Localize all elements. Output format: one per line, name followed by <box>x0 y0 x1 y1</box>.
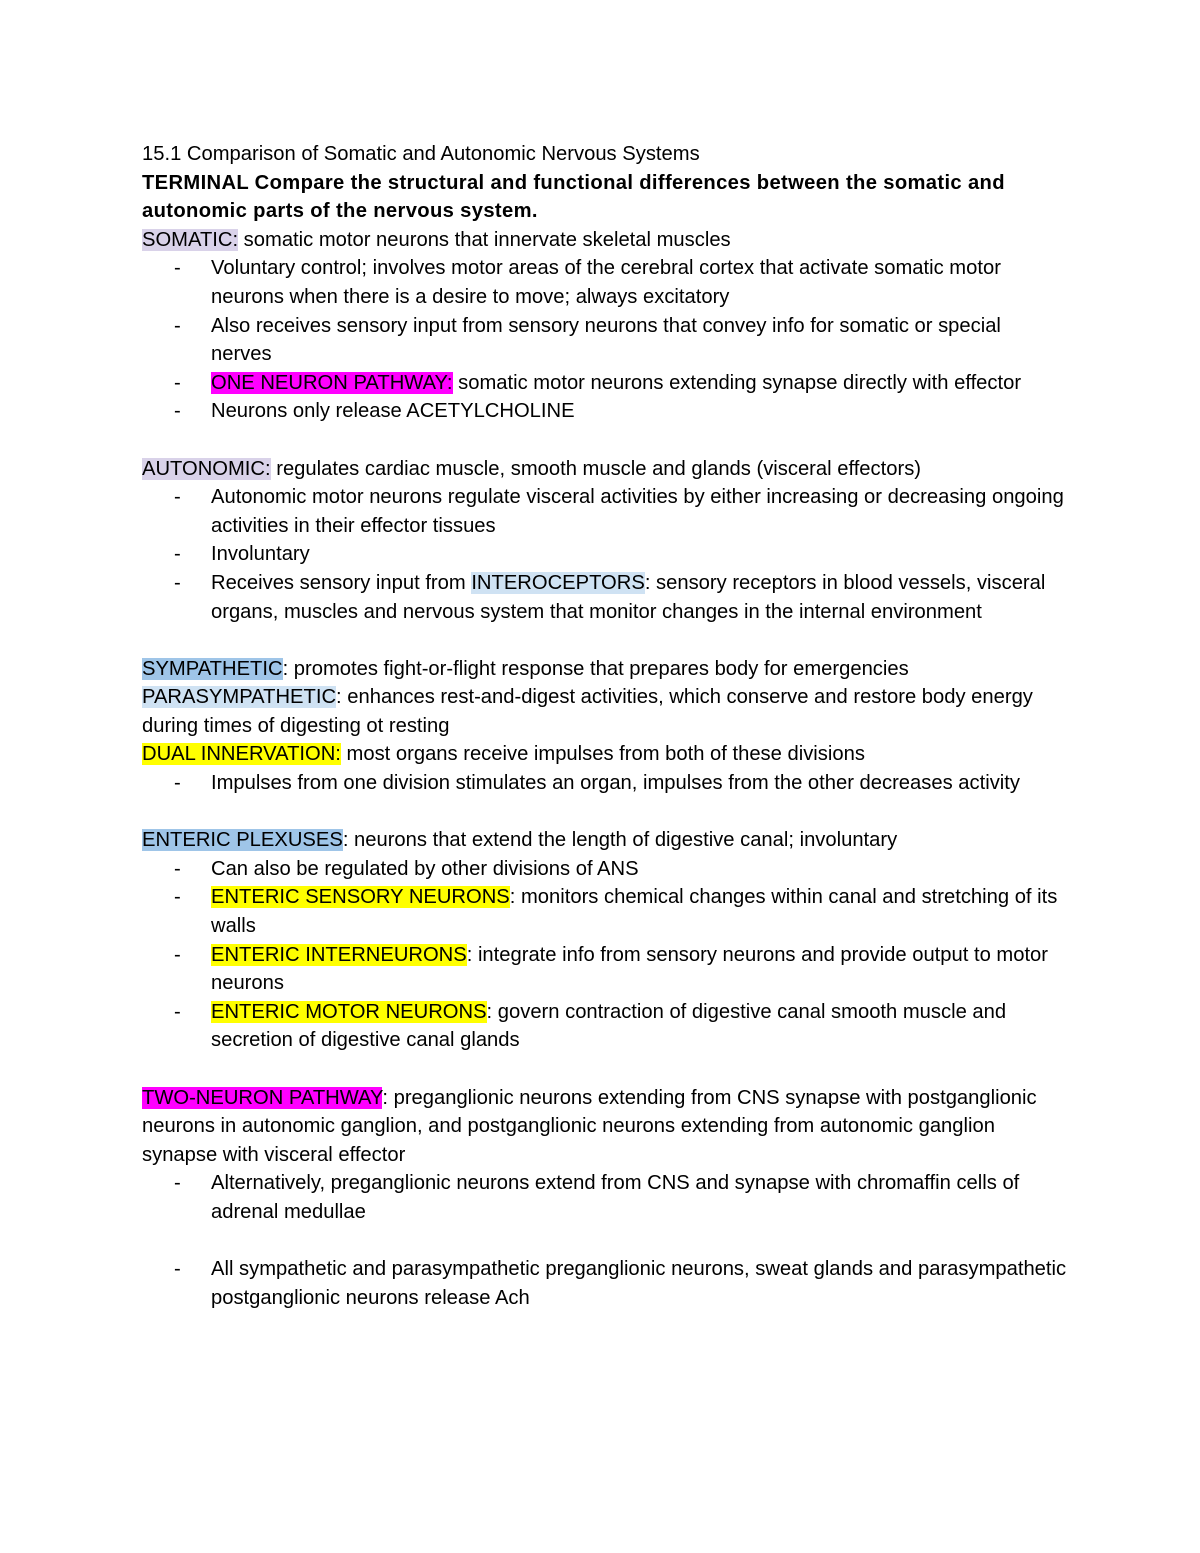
enteric-bullet-list <box>142 855 1067 1055</box>
somatic-desc: somatic motor neurons that innervate skeletal muscles <box>238 228 731 251</box>
dual-innervation-definition <box>142 740 1067 769</box>
interoceptors-pre: Receives sensory input from <box>211 571 472 594</box>
list-item: - Alternatively, preganglionic neurons extend from CNS and synapse with chromaffin cells of adrenal medullae <box>142 1169 1067 1226</box>
autonomic-bullet-list <box>142 483 1067 626</box>
autonomic-term: AUTONOMIC: <box>142 457 271 480</box>
enteric-sensory-term: ENTERIC SENSORY NEURONS <box>211 886 510 909</box>
one-neuron-desc: somatic motor neurons extending synapse directly with effector <box>452 371 1022 394</box>
somatic-definition <box>142 226 1067 255</box>
autonomic-definition <box>142 455 1067 484</box>
enteric-inter-desc: : integrate info from sensory neurons and provide output to motor neurons <box>211 943 1049 995</box>
list-item: - Also receives sensory input from sensory neurons that convey info for somatic or special nerves <box>142 312 1067 369</box>
two-neuron-bullet-list-2 <box>142 1255 1067 1312</box>
interoceptors-term: INTEROCEPTORS <box>471 571 645 594</box>
parasympathetic-desc: : enhances rest-and-digest activities, which conserve and restore body energy during times of digesting ot resting <box>142 686 1033 737</box>
one-neuron-term: ONE NEURON PATHWAY: <box>211 371 453 394</box>
sympathetic-term: SYMPATHETIC <box>142 657 283 680</box>
somatic-bullet-list <box>142 254 1067 426</box>
somatic-term: SOMATIC: <box>142 228 239 251</box>
enteric-term: ENTERIC PLEXUSES <box>142 829 343 852</box>
dual-innervation-desc: most organs receive impulses from both of these divisions <box>340 743 865 766</box>
list-item <box>142 941 1067 998</box>
enteric-inter-term: ENTERIC INTERNEURONS <box>211 943 467 966</box>
dual-innervation-bullet-list <box>142 769 1067 798</box>
enteric-definition <box>142 826 1067 855</box>
paragraph-gap <box>142 1055 1067 1084</box>
interoceptors-desc: : sensory receptors in blood vessels, visceral organs, muscles and nervous system that monitor changes in the internal environment <box>211 571 1046 623</box>
enteric-desc: : neurons that extend the length of digestive canal; involuntary <box>342 829 898 852</box>
paragraph-gap <box>142 798 1067 827</box>
sympathetic-definition <box>142 655 1067 684</box>
two-neuron-definition <box>142 1084 1067 1170</box>
list-item <box>142 369 1067 398</box>
two-neuron-bullet-list <box>142 1169 1067 1226</box>
paragraph-gap <box>142 426 1067 455</box>
list-item: - Impulses from one division stimulates an organ, impulses from the other decreases activity <box>142 769 1067 798</box>
parasympathetic-definition <box>142 683 1067 740</box>
parasympathetic-term: PARASYMPATHETIC <box>142 686 337 709</box>
paragraph-gap <box>142 626 1067 655</box>
enteric-motor-desc: : govern contraction of digestive canal smooth muscle and secretion of digestive canal glands <box>211 1000 1007 1052</box>
section-title: 15.1 Comparison of Somatic and Autonomic Nervous Systems <box>142 143 700 165</box>
document-body <box>142 140 1067 1312</box>
list-item: - Autonomic motor neurons regulate visceral activities by either increasing or decreasing ongoing activities in their effector tissues <box>142 483 1067 540</box>
dual-innervation-term: DUAL INNERVATION: <box>142 743 341 766</box>
learning-objective: TERMINAL Compare the structural and functional differences between the somatic and autonomic parts of the nervous system. <box>142 171 1005 223</box>
autonomic-desc: regulates cardiac muscle, smooth muscle and glands (visceral effectors) <box>270 457 922 480</box>
list-item: - Neurons only release ACETYLCHOLINE <box>142 397 1067 426</box>
two-neuron-desc: : preganglionic neurons extending from CNS synapse with postganglionic neurons in autonomic ganglion, and postganglionic neurons extending from autonomic ganglion synapse with visceral effector <box>142 1086 1037 1166</box>
sympathetic-desc: : promotes fight-or-flight response that prepares body for emergencies <box>282 657 909 680</box>
list-item <box>142 569 1067 626</box>
list-item: - Voluntary control; involves motor areas of the cerebral cortex that activate somatic motor neurons when there is a desire to move; always excitatory <box>142 254 1067 311</box>
list-item <box>142 998 1067 1055</box>
list-item: - Involuntary <box>142 540 1067 569</box>
list-item: - Can also be regulated by other divisions of ANS <box>142 855 1067 884</box>
enteric-sensory-desc: : monitors chemical changes within canal and stretching of its walls <box>211 886 1058 938</box>
two-neuron-term: TWO-NEURON PATHWAY <box>142 1086 383 1109</box>
paragraph-gap <box>142 1227 1067 1256</box>
list-item <box>142 883 1067 940</box>
enteric-motor-term: ENTERIC MOTOR NEURONS <box>211 1000 487 1023</box>
list-item: - All sympathetic and parasympathetic preganglionic neurons, sweat glands and parasympathetic postganglionic neurons release Ach <box>142 1255 1067 1312</box>
